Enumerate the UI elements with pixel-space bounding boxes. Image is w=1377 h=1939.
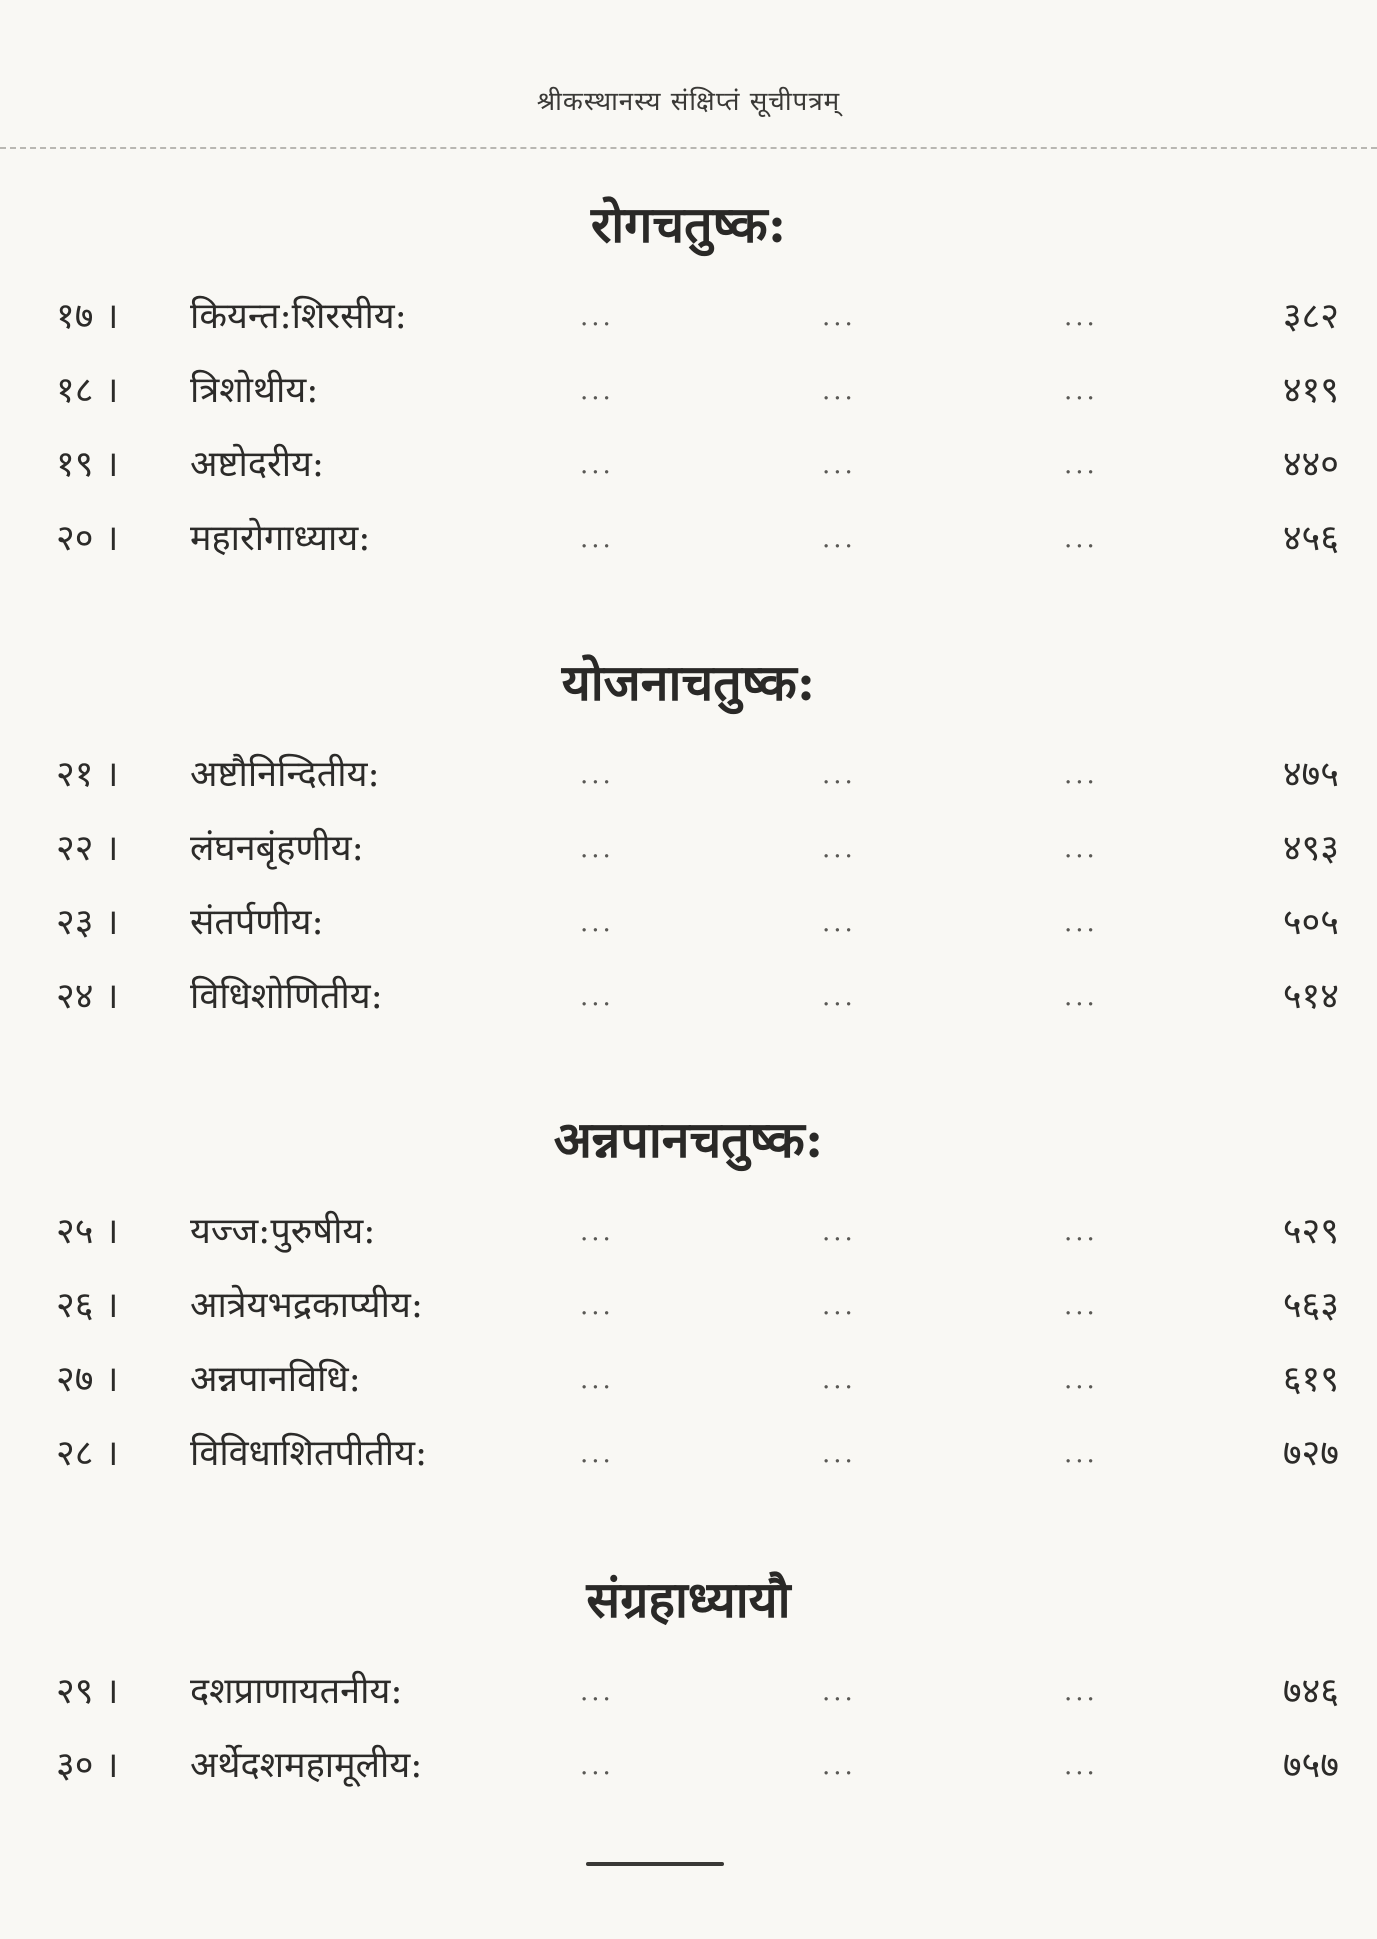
- leader-dots: ...: [1064, 1217, 1098, 1247]
- leader-dots: ...: [822, 834, 856, 864]
- page-number: ६१९: [1282, 1359, 1339, 1400]
- toc-entry: [0, 1417, 1377, 1491]
- leader-dots: ...: [1064, 1751, 1098, 1781]
- toc-entry: [0, 1269, 1377, 1343]
- chapter-title: अष्टौनिन्दितीय:: [190, 754, 380, 795]
- leader-dots: ...: [822, 1677, 856, 1707]
- leader-dots: ...: [580, 1439, 614, 1469]
- chapter-number: २७ ।: [56, 1359, 119, 1400]
- leader-dots: ...: [580, 1677, 614, 1707]
- chapter-number: १८ ।: [56, 370, 119, 411]
- leader-dots: ...: [1064, 908, 1098, 938]
- chapter-number: २० ।: [56, 518, 119, 559]
- leader-dots: ...: [1064, 1677, 1098, 1707]
- leader-dots: ...: [1064, 524, 1098, 554]
- leader-dots: ...: [822, 1365, 856, 1395]
- leader-dots: ...: [1064, 760, 1098, 790]
- leader-dots: ...: [1064, 1439, 1098, 1469]
- chapter-number: २३ ।: [56, 902, 119, 943]
- page-number: ५०५: [1282, 902, 1339, 943]
- leader-dots: ...: [1064, 982, 1098, 1012]
- leader-dots: ...: [1064, 1291, 1098, 1321]
- chapter-number: २२ ।: [56, 828, 119, 869]
- chapter-number: १७ ।: [56, 296, 119, 337]
- header-rule: [0, 147, 1377, 149]
- section-title: अन्नपानचतुष्क:: [553, 1110, 824, 1169]
- toc-entry: [0, 812, 1377, 886]
- leader-dots: ...: [580, 302, 614, 332]
- leader-dots: ...: [580, 1365, 614, 1395]
- leader-dots: ...: [580, 376, 614, 406]
- chapter-title: विधिशोणितीय:: [190, 976, 383, 1017]
- leader-dots: ...: [580, 760, 614, 790]
- chapter-number: ३० ।: [56, 1745, 119, 1786]
- toc-entry: [0, 280, 1377, 354]
- chapter-number: २१ ।: [56, 754, 119, 795]
- leader-dots: ...: [1064, 450, 1098, 480]
- leader-dots: ...: [580, 1751, 614, 1781]
- section-title: योजनाचतुष्क:: [561, 653, 816, 712]
- chapter-number: २९ ।: [56, 1671, 119, 1712]
- toc-entry: [0, 886, 1377, 960]
- leader-dots: ...: [822, 302, 856, 332]
- page-number: ५२९: [1282, 1211, 1339, 1252]
- leader-dots: ...: [822, 1751, 856, 1781]
- chapter-title: आत्रेयभद्रकाप्यीय:: [190, 1285, 423, 1326]
- page-number: ७५७: [1282, 1745, 1339, 1786]
- end-rule: [586, 1862, 724, 1866]
- leader-dots: ...: [822, 908, 856, 938]
- section-sangraha: [0, 1565, 1377, 1803]
- leader-dots: ...: [822, 1217, 856, 1247]
- chapter-title: महारोगाध्याय:: [190, 518, 371, 559]
- toc-entry: [0, 1343, 1377, 1417]
- toc-entry: [0, 428, 1377, 502]
- leader-dots: ...: [580, 450, 614, 480]
- leader-dots: ...: [822, 376, 856, 406]
- running-head: श्रीकस्थानस्य संक्षिप्तं सूचीपत्रम्: [536, 87, 841, 117]
- leader-dots: ...: [1064, 834, 1098, 864]
- chapter-title: त्रिशोथीय:: [190, 370, 319, 411]
- toc-entry: [0, 738, 1377, 812]
- page-number: ५६३: [1282, 1285, 1339, 1326]
- leader-dots: ...: [1064, 1365, 1098, 1395]
- page-number: ४९३: [1282, 828, 1339, 869]
- toc-entry: [0, 960, 1377, 1034]
- page-number: ७४६: [1282, 1671, 1339, 1712]
- chapter-number: २६ ।: [56, 1285, 119, 1326]
- page-number: ७२७: [1282, 1433, 1339, 1474]
- leader-dots: ...: [822, 1291, 856, 1321]
- toc-entry: [0, 502, 1377, 576]
- leader-dots: ...: [580, 524, 614, 554]
- chapter-title: कियन्त:शिरसीय:: [190, 296, 407, 337]
- page-number: ४७५: [1282, 754, 1339, 795]
- page-number: ५१४: [1282, 976, 1339, 1017]
- chapter-title: विविधाशितपीतीय:: [190, 1433, 428, 1474]
- page-number: ४५६: [1282, 518, 1339, 559]
- leader-dots: ...: [822, 982, 856, 1012]
- leader-dots: ...: [822, 760, 856, 790]
- toc-entry: [0, 1729, 1377, 1803]
- chapter-title: यज्ज:पुरुषीय:: [190, 1211, 376, 1252]
- section-roga: [0, 190, 1377, 576]
- leader-dots: ...: [580, 1217, 614, 1247]
- leader-dots: ...: [580, 834, 614, 864]
- section-title: रोगचतुष्क:: [590, 195, 787, 254]
- leader-dots: ...: [822, 450, 856, 480]
- toc-entry: [0, 1655, 1377, 1729]
- section-annapana: [0, 1105, 1377, 1491]
- leader-dots: ...: [580, 982, 614, 1012]
- chapter-title: अष्टोदरीय:: [190, 444, 325, 485]
- chapter-number: २८ ।: [56, 1433, 119, 1474]
- section-title: संग्रहाध्यायौ: [586, 1570, 791, 1629]
- leader-dots: ...: [822, 524, 856, 554]
- page-number: ३८२: [1282, 296, 1339, 337]
- chapter-number: २४ ।: [56, 976, 119, 1017]
- leader-dots: ...: [822, 1439, 856, 1469]
- chapter-title: संतर्पणीय:: [190, 902, 324, 943]
- leader-dots: ...: [1064, 302, 1098, 332]
- leader-dots: ...: [1064, 376, 1098, 406]
- leader-dots: ...: [580, 908, 614, 938]
- chapter-title: अन्नपानविधि:: [190, 1359, 361, 1400]
- toc-entry: [0, 1195, 1377, 1269]
- chapter-title: दशप्राणायतनीय:: [190, 1671, 403, 1712]
- chapter-title: लंघनबृंहणीय:: [190, 828, 364, 869]
- page-number: ४४०: [1282, 444, 1339, 485]
- chapter-number: १९ ।: [56, 444, 119, 485]
- page-number: ४१९: [1282, 370, 1339, 411]
- chapter-title: अर्थेदशमहामूलीय:: [190, 1745, 423, 1786]
- leader-dots: ...: [580, 1291, 614, 1321]
- toc-entry: [0, 354, 1377, 428]
- section-yojana: [0, 648, 1377, 1034]
- chapter-number: २५ ।: [56, 1211, 119, 1252]
